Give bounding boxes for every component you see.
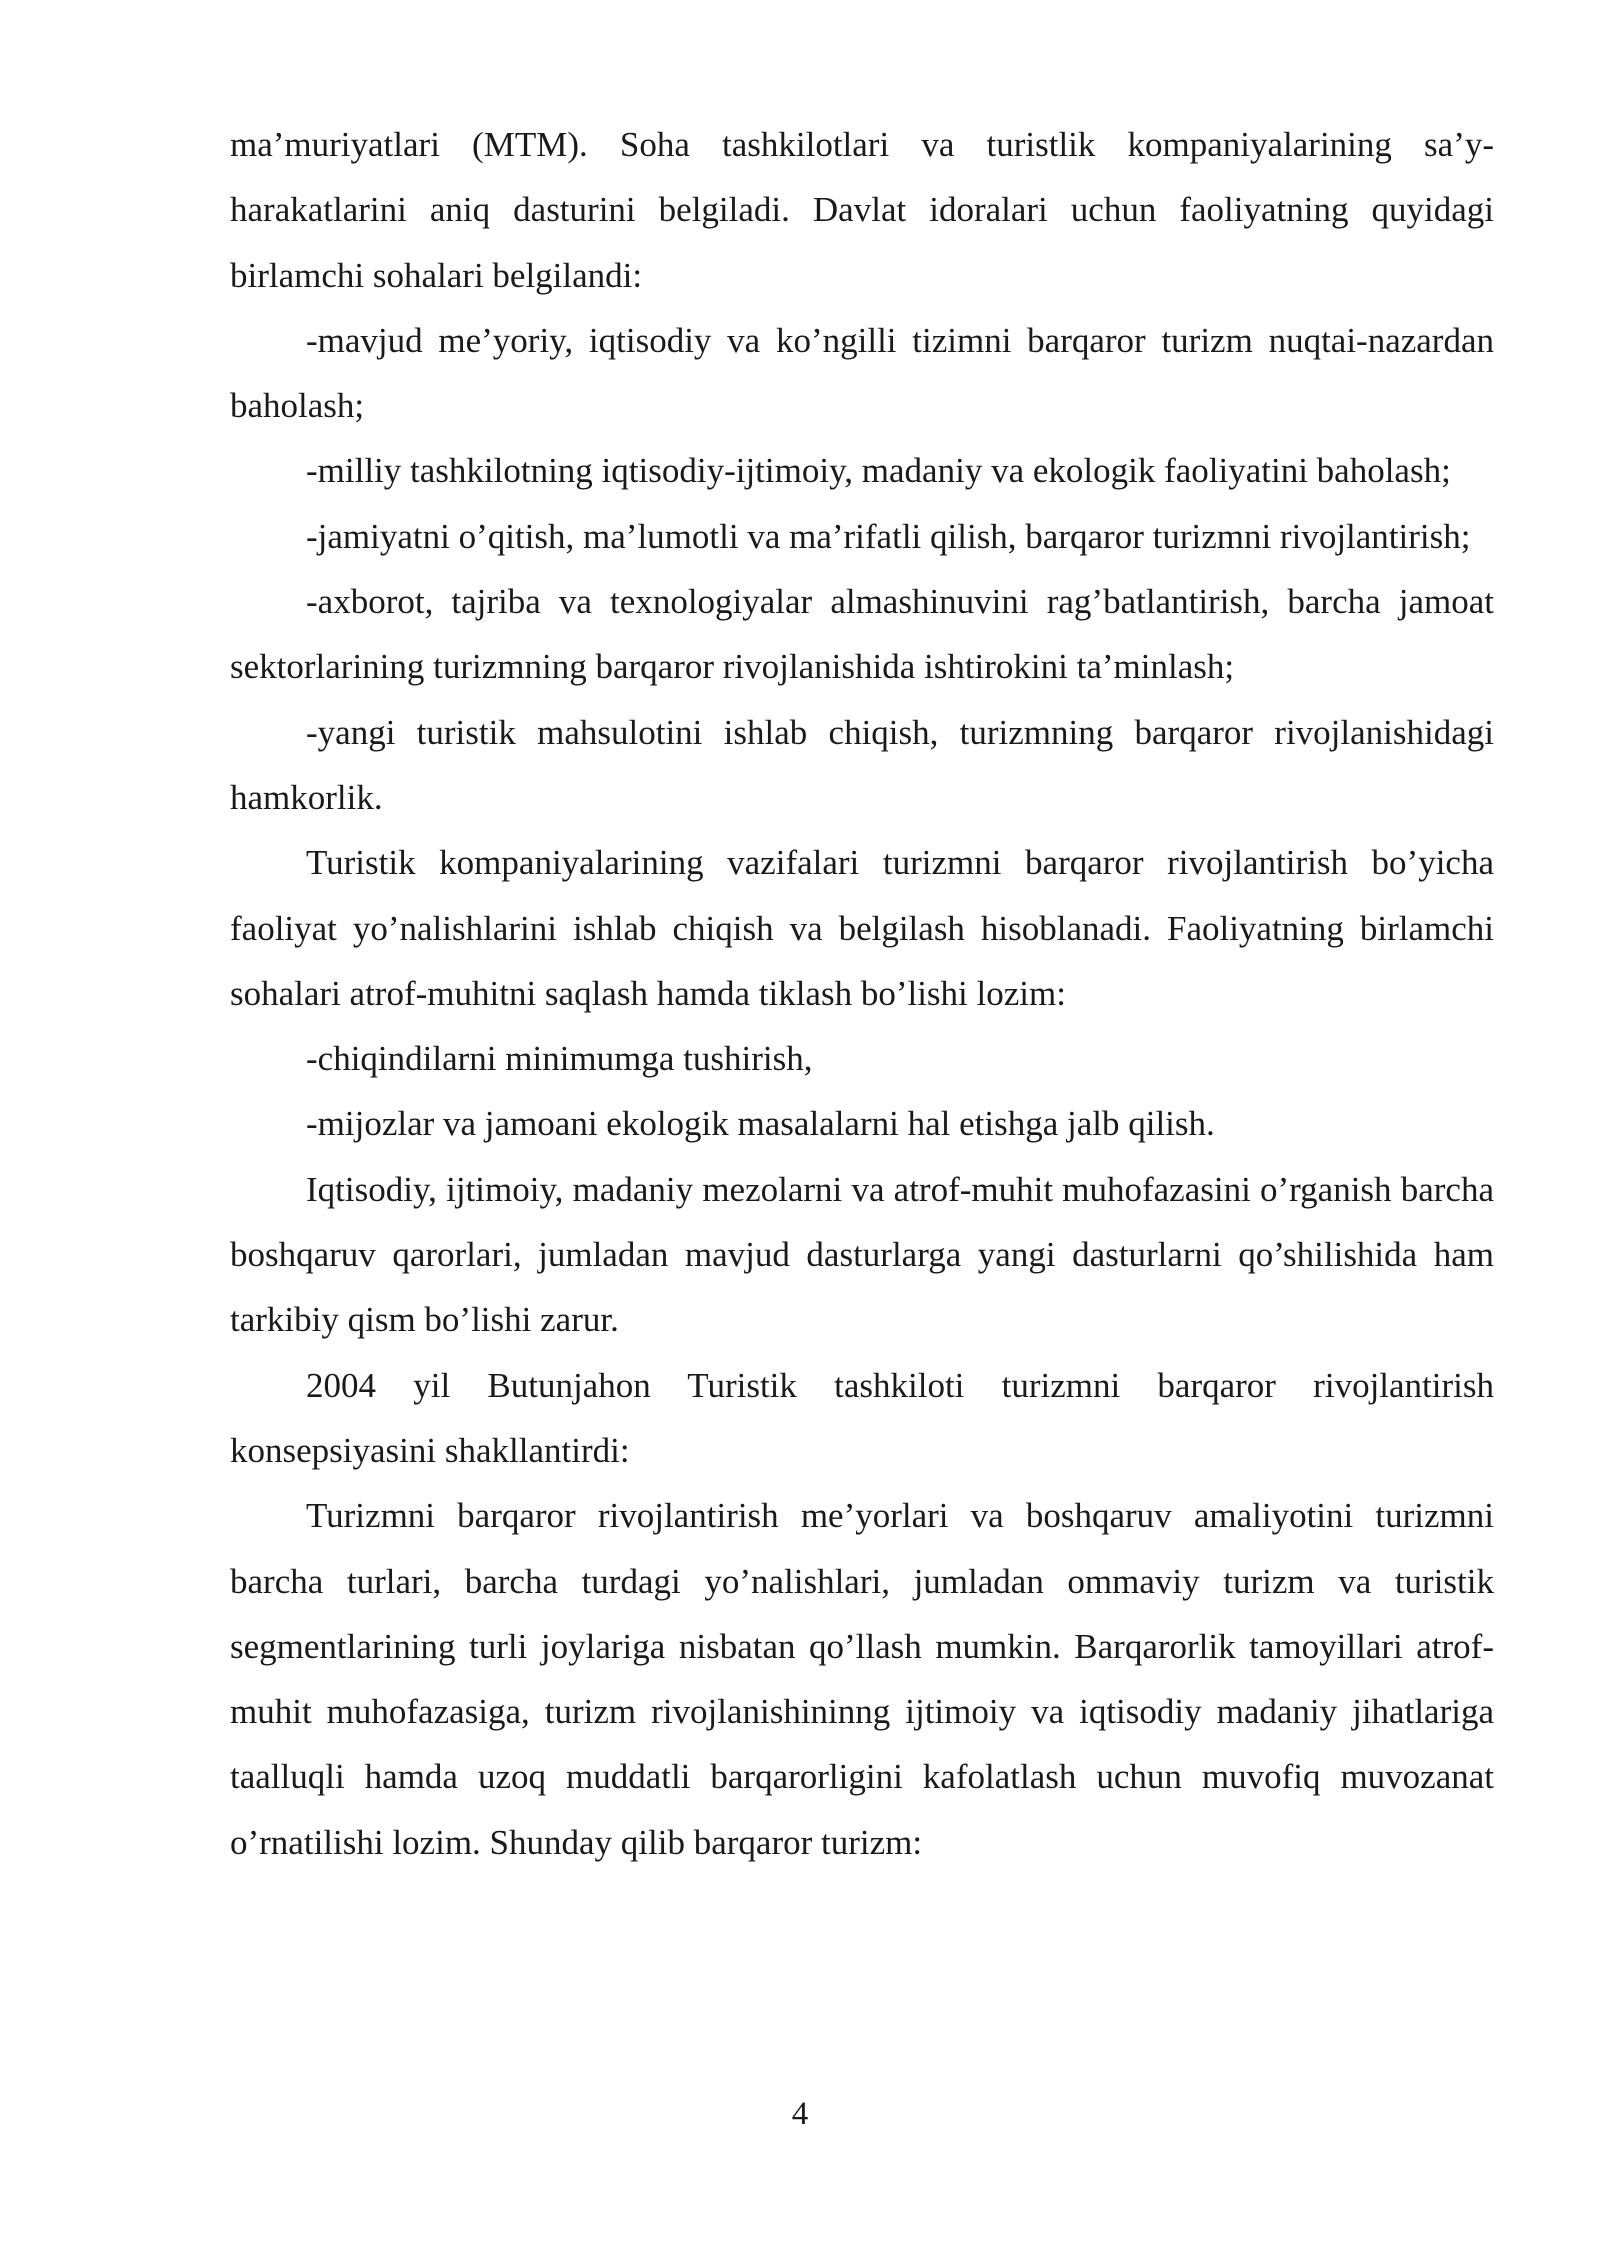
body-text (230, 112, 1494, 1875)
paragraph-2004: 2004 yil Butunjahon Turistik tashkiloti turizmni barqaror rivojlantirish konsepsiyasini shakllantirdi: (230, 1365, 1494, 1470)
list-item-national-org: -milliy tashkilotning iqtisodiy-ijtimoiy, madaniy va ekologik faoliyatini baholash; (306, 451, 1451, 491)
list-item-clients: -mijozlar va jamoani ekologik masalalarni hal etishga jalb qilish. (306, 1104, 1215, 1144)
paragraph-company-tasks: Turistik kompaniyalarining vazifalari turizmni barqaror rivojlantirish bo’yicha faoliyat yo’nalishlarini ishlab chiqish va belgilash hisoblanadi. Faoliyatning birlamchi sohalari atrof-muhitni saqlash hamda tiklash bo’lishi lozim: (230, 843, 1494, 1013)
list-item-assessment: -mavjud me’yoriy, iqtisodiy va ko’ngilli tizimni barqaror turizm nuqtai-nazardan baholash; (230, 320, 1494, 426)
paragraph-sustainable-tourism: Turizmni barqaror rivojlantirish me’yorlari va boshqaruv amaliyotini turizmni barcha turlari, barcha turdagi yo’nalishlari, jumladan ommaviy turizm va turistik segmentlarining turli joylariga nisbatan qo’llash mumkin. Barqarorlik tamoyillari atrof-muhit muhofazasiga, turizm rivojlanishininng ijtimoiy va iqtisodiy madaniy jihatlariga taalluqli hamda uzoq muddatli barqarorligini kafolatlash uchun muvofiq muvozanat o’rnatilishi lozim. Shunday qilib barqaror turizm: (230, 1496, 1494, 1862)
page-number: 4 (791, 2096, 809, 2132)
list-item-education: -jamiyatni o’qitish, ma’lumotli va ma’rifatli qilish, barqaror turizmni rivojlantirish; (306, 516, 1471, 556)
paragraph-intro: ma’muriyatlari (MTM). Soha tashkilotlari va turistlik kompaniyalarining sa’y-harakatlarini aniq dasturini belgiladi. Davlat idoralari uchun faoliyatning quyidagi birlamchi sohalari belgilandi: (230, 125, 1494, 295)
list-item-information-exchange: -axborot, tajriba va texnologiyalar almashinuvini rag’batlantirish, barcha jamoat sektorlarining turizmning barqaror rivojlanishida ishtirokini ta’minlash; (230, 582, 1494, 687)
list-item-new-product: -yangi turistik mahsulotini ishlab chiqish, turizmning barqaror rivojlanishidagi hamkorlik. (230, 712, 1494, 817)
list-item-waste: -chiqindilarni minimumga tushirish, (306, 1039, 813, 1079)
paragraph-criteria: Iqtisodiy, ijtimoiy, madaniy mezolarni va atrof-muhit muhofazasini o’rganish barcha boshqaruv qarorlari, jumladan mavjud dasturlarga yangi dasturlarni qo’shilishida ham tarkibiy qism bo’lishi zarur. (230, 1169, 1494, 1340)
